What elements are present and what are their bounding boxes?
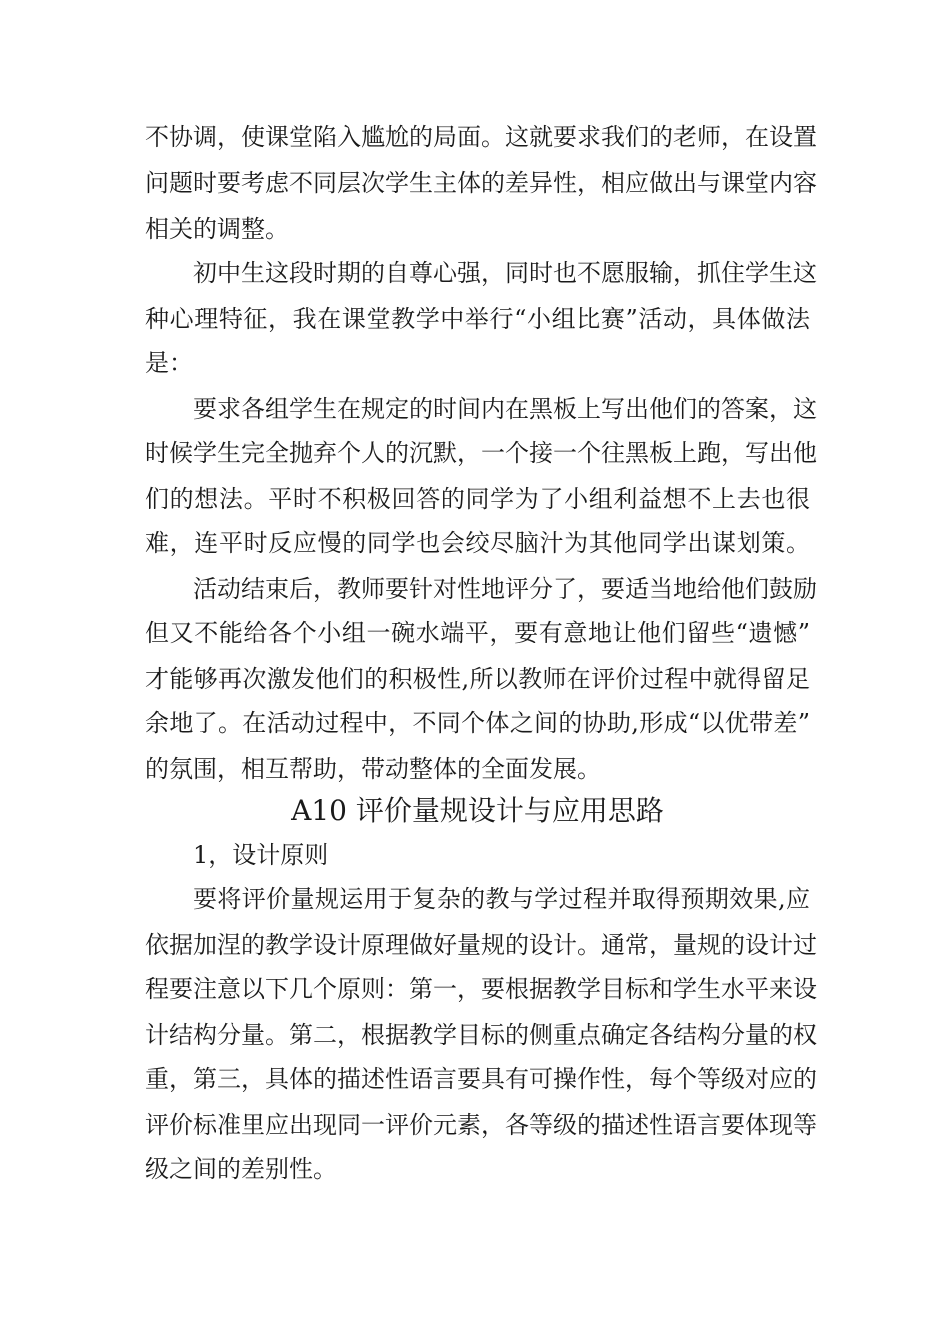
paragraph-line: 但又不能给各个小组一碗水端平，要有意地让他们留些“遗憾”: [145, 619, 810, 647]
paragraph-line: 要将评价量规运用于复杂的教与学过程并取得预期效果,应: [193, 885, 810, 913]
paragraph-line: 不协调，使课堂陷入尴尬的局面。这就要求我们的老师，在设置: [145, 123, 817, 151]
paragraph-line: 的氛围，相互帮助，带动整体的全面发展。: [145, 755, 601, 783]
paragraph-line: 种心理特征，我在课堂教学中举行“小组比赛”活动，具体做法: [145, 305, 810, 333]
paragraph-line: 活动结束后，教师要针对性地评分了，要适当地给他们鼓励: [193, 575, 817, 603]
paragraph-line: 才能够再次激发他们的积极性,所以教师在评价过程中就得留足: [145, 665, 810, 693]
paragraph-line: 时候学生完全抛弃个人的沉默，一个接一个往黑板上跑，写出他: [145, 439, 817, 467]
paragraph-line: 余地了。在活动过程中，不同个体之间的协助,形成“以优带差”: [145, 709, 810, 737]
subsection-title: 1，设计原则: [193, 841, 329, 869]
paragraph-line: 初中生这段时期的自尊心强，同时也不愿服输，抓住学生这: [193, 259, 817, 287]
paragraph-line: 程要注意以下几个原则：第一，要根据教学目标和学生水平来设: [145, 975, 817, 1003]
paragraph-line: 们的想法。平时不积极回答的同学为了小组利益想不上去也很: [145, 485, 810, 513]
paragraph-line: 要求各组学生在规定的时间内在黑板上写出他们的答案，这: [193, 395, 817, 423]
paragraph-line: 难，连平时反应慢的同学也会绞尽脑汁为其他同学出谋划策。: [145, 529, 810, 557]
paragraph-line: 依据加涅的教学设计原理做好量规的设计。通常，量规的设计过: [145, 931, 817, 959]
paragraph-line: 相关的调整。: [145, 215, 289, 243]
paragraph-line: 重，第三，具体的描述性语言要具有可操作性，每个等级对应的: [145, 1065, 817, 1093]
paragraph-line: 问题时要考虑不同层次学生主体的差异性，相应做出与课堂内容: [145, 169, 817, 197]
paragraph-line: 评价标准里应出现同一评价元素，各等级的描述性语言要体现等: [145, 1111, 817, 1139]
paragraph-line: 计结构分量。第二，根据教学目标的侧重点确定各结构分量的权: [145, 1021, 817, 1049]
paragraph-line: 级之间的差别性。: [145, 1155, 337, 1183]
paragraph-line: 是：: [145, 349, 193, 377]
section-title: A10 评价量规设计与应用思路: [291, 794, 664, 827]
